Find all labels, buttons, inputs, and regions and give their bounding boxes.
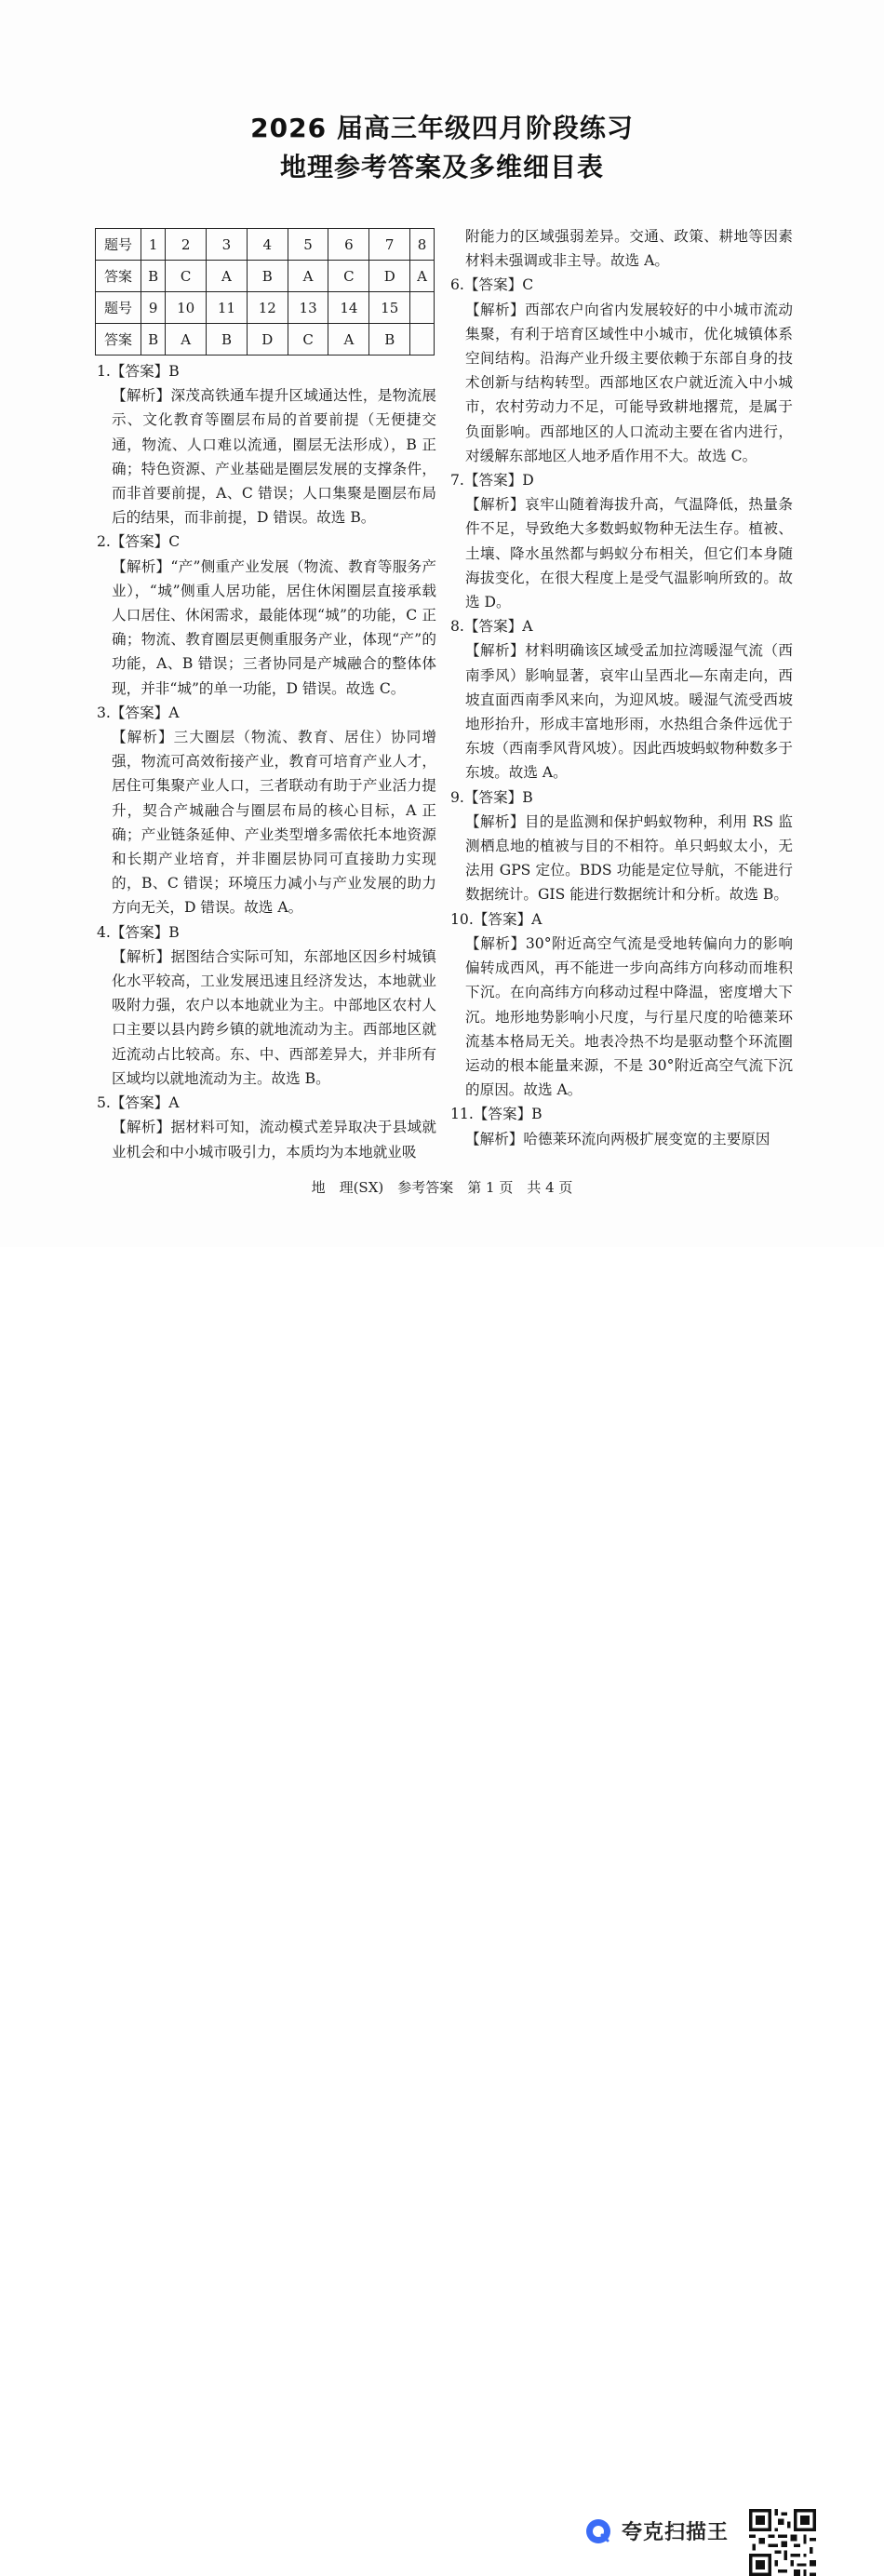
- table-cell: 10: [166, 292, 207, 324]
- table-cell: 15: [369, 292, 410, 324]
- table-cell: 2: [166, 229, 207, 261]
- table-cell: [410, 324, 435, 356]
- answer-line: 11.【答案】B: [450, 1106, 542, 1123]
- scanner-watermark-band: [0, 1247, 884, 2544]
- explanation-text: 【解析】据图结合实际可知，东部地区因乡村城镇化水平较高，工业发展迅速且经济发达，本地就业吸附力强，农户以本地就业为主。中部地区农村人口主要以县内跨乡镇的就地流动为主。西部地区就近流动占比较高。东、中、西部差异大，并非所有区域均以就地流动为主。故选 B。: [112, 947, 436, 1087]
- question-item: [97, 920, 436, 1091]
- table-row: [96, 261, 435, 292]
- explanation-text: 【解析】“产”侧重产业发展（物流、教育等服务产业），“城”侧重人居功能，居住休闲圈层直接承载人口居住、休闲需求，最能体现“城”的功能，C 正确；物流、教育圈层更侧重服务产业，体现“产”的功能，A、B 错误；三者协同是产城融合的整体体现，并非“城”的单一功能，D 错误。故选 C。: [112, 557, 436, 697]
- table-cell: A: [410, 261, 435, 292]
- left-column: [97, 359, 436, 1164]
- table-cell: 题号: [96, 292, 141, 324]
- table-cell: A: [328, 324, 369, 356]
- answer-line: 10.【答案】A: [450, 910, 542, 928]
- table-cell: 3: [207, 229, 248, 261]
- table-cell: B: [141, 324, 166, 356]
- answer-line: 1.【答案】B: [97, 363, 180, 380]
- explanation-text: 【解析】据材料可知，流动模式差异取决于县域就业机会和中小城市吸引力，本质均为本地就业吸: [112, 1119, 436, 1161]
- document-subtitle: 地理参考答案及多维细目表: [279, 152, 604, 182]
- answer-line: 3.【答案】A: [97, 704, 180, 721]
- quark-logo-icon: [584, 2517, 612, 2545]
- table-row: [96, 292, 435, 324]
- table-cell: 1: [141, 229, 166, 261]
- question-item: [97, 1091, 436, 1164]
- table-cell: 9: [141, 292, 166, 324]
- question-item: [450, 614, 793, 785]
- answer-line: 2.【答案】C: [97, 533, 181, 551]
- answer-line: 9.【答案】B: [450, 788, 533, 806]
- table-cell: 11: [207, 292, 248, 324]
- table-cell: 13: [288, 292, 328, 324]
- explanation-text: 【解析】西部农户向省内发展较好的中小城市流动集聚，有利于培育区域性中小城市，优化城镇体系空间结构。沿海产业升级主要依赖于东部自身的技术创新与结构转型。西部地区农户就近流入中小城市，农村劳动力不足，可能导致耕地撂荒，是属于负面影响。西部地区的人口流动主要在省内进行，对缓解东部地区人地矛盾作用不大。故选 C。: [465, 301, 793, 464]
- question-item: [97, 701, 436, 920]
- question-item: [450, 273, 793, 468]
- table-cell: 5: [288, 229, 328, 261]
- table-cell: 7: [369, 229, 410, 261]
- explanation-text: 【解析】深茂高铁通车提升区域通达性，是物流展示、文化教育等圈层布局的首要前提（无便捷交通，物流、人口难以流通，圈层无法形成），B 正确；特色资源、产业基础是圈层发展的支撑条件，而非首要前提，A、C 错误；人口集聚是圈层布局后的结果，而非前提，D 错误。故选 B。: [112, 387, 436, 527]
- right-column: [450, 224, 793, 1151]
- question-item: [97, 530, 436, 700]
- table-cell: 12: [247, 292, 288, 324]
- scanner-brand: [584, 2516, 729, 2545]
- answer-line: 5.【答案】A: [97, 1094, 180, 1112]
- table-cell: B: [247, 261, 288, 292]
- question-item: [450, 907, 793, 1103]
- question-item: [450, 468, 793, 614]
- table-cell: B: [207, 324, 248, 356]
- table-row: [96, 324, 435, 356]
- answer-line: 7.【答案】D: [450, 472, 534, 490]
- explanation-text: 【解析】哀牢山随着海拔升高，气温降低，热量条件不足，导致绝大多数蚂蚁物种无法生存。植被、土壤、降水虽然都与蚂蚁分布相关，但它们本身随海拔变化，在很大程度上是受气温影响所致的。故选 D。: [465, 496, 793, 611]
- table-cell: 4: [247, 229, 288, 261]
- question-item: [450, 1102, 793, 1150]
- table-cell: A: [207, 261, 248, 292]
- table-cell: C: [328, 261, 369, 292]
- document-title: 2026 届高三年级四月阶段练习: [250, 113, 634, 143]
- table-cell: D: [369, 261, 410, 292]
- table-cell: B: [141, 261, 166, 292]
- table-cell: 8: [410, 229, 435, 261]
- table-row: [96, 229, 435, 261]
- question-item: [97, 359, 436, 530]
- explanation-text: 【解析】30°附近高空气流是受地转偏向力的影响偏转成西风，再不能进一步向高纬方向移动而堆积下沉。在向高纬方向移动过程中降温，密度增大下沉。地形地势影响小尺度，与行星尺度的哈德莱环流基本格局无关。地表冷热不均是驱动整个环流圈运动的根本能量来源，不是 30°附近高空气流下沉的原因。故选 A。: [465, 934, 793, 1099]
- table-cell: C: [288, 324, 328, 356]
- explanation-text: 【解析】三大圈层（物流、教育、居住）协同增强，物流可高效衔接产业，教育可培育产业人才，居住可集聚产业人口，三者联动有助于产业活力提升，契合产城融合与圈层布局的核心目标，A 正确；产业链条延伸、产业类型增多需依托本地资源和长期产业培育，并非圈层协同可直接助力实现的，B、C 错误；环境压力减小与产业发展的助力方向无关，D 错误。故选 A。: [112, 729, 436, 917]
- table-cell: [410, 292, 435, 324]
- table-cell: B: [369, 324, 410, 356]
- question-item: [450, 785, 793, 907]
- table-cell: 6: [328, 229, 369, 261]
- qr-code-icon: [749, 2509, 816, 2576]
- answer-line: 6.【答案】C: [450, 276, 534, 294]
- table-cell: 14: [328, 292, 369, 324]
- answer-line: 8.【答案】A: [450, 618, 533, 636]
- explanation-text: 【解析】目的是监测和保护蚂蚁物种，利用 RS 监测栖息地的植被与目的不相符。单只蚂蚁太小，无法用 GPS 定位。BDS 功能是定位导航，不能进行数据统计。GIS 能进行数据统计和分析。故选 B。: [465, 812, 793, 904]
- table-cell: 题号: [96, 229, 141, 261]
- table-cell: A: [288, 261, 328, 292]
- answer-line: 4.【答案】B: [97, 923, 180, 941]
- table-cell: 答案: [96, 261, 141, 292]
- answer-table: [95, 228, 435, 356]
- continuation-text: 附能力的区域强弱差异。交通、政策、耕地等因素材料未强调或非主导。故选 A。: [465, 228, 793, 270]
- table-cell: 答案: [96, 324, 141, 356]
- explanation-text: 【解析】哈德莱环流向两极扩展变宽的主要原因: [465, 1130, 770, 1147]
- document-page: [0, 0, 884, 1247]
- page-footer: 地 理(SX) 参考答案 第 1 页 共 4 页: [311, 1179, 573, 1196]
- table-cell: D: [247, 324, 288, 356]
- scanner-brand-name: 夸克扫描王: [622, 2521, 730, 2544]
- table-cell: C: [166, 261, 207, 292]
- table-cell: A: [166, 324, 207, 356]
- explanation-text: 【解析】材料明确该区域受孟加拉湾暖湿气流（西南季风）影响显著，哀牢山呈西北—东南走向，西坡直面西南季风来向，为迎风坡。暖湿气流受西坡地形抬升，形成丰富地形雨，水热组合条件远优于东坡（西南季风背风坡）。因此西坡蚂蚁物种数多于东坡。故选 A。: [465, 642, 793, 782]
